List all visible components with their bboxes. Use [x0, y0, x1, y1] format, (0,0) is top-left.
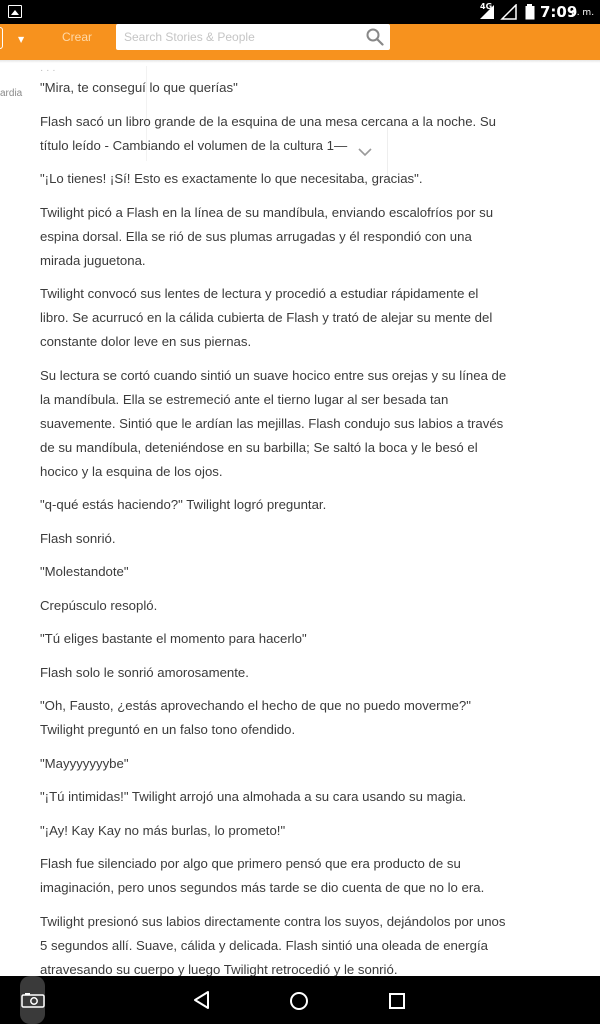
paragraph: "q-qué estás haciendo?" Twilight logró preguntar.: [40, 497, 327, 512]
battery-icon: [525, 4, 535, 20]
system-nav-bar: [0, 976, 600, 1024]
search-box[interactable]: [116, 24, 390, 50]
paragraph: "Oh, Fausto, ¿estás aprovechando el hecho de que no puedo moverme?" Twilight preguntó en un falso tono ofendido.: [40, 698, 471, 737]
paragraph: Flash sonrió.: [40, 530, 116, 546]
paragraph: Flash fue silenciado por algo que primero pensó que era producto de su imaginación, pero unos segundos más tarde se dio cuenta de que no lo era.: [40, 856, 485, 895]
status-bar: [0, 0, 600, 24]
clock: 7:09: [540, 3, 578, 21]
screenshot-button[interactable]: [20, 976, 45, 1024]
paragraph: "Mira, te conseguí lo que querías": [40, 80, 238, 95]
paragraph: Su lectura se cortó cuando sintió un suave hocico entre sus orejas y su línea de la mandíbula. Ella se estremeció ante el tierno lugar al ser besada tan suavemente. Sintió que le ardían las mejillas. Flash condujo sus labios a través de su mandíbula, deteniéndose en su barbilla; Se saltó la boca y le besó el hocico y la esquina de los ojos.: [40, 367, 507, 479]
paragraph: "¡Lo tienes! ¡Sí! Esto es exactamente lo que necesitaba, gracias".: [40, 171, 423, 186]
menu-button[interactable]: [0, 27, 3, 49]
cut-off-line: · · ·: [40, 66, 56, 76]
paragraph: "Tú eliges bastante el momento para hacerlo": [40, 631, 307, 646]
paragraph: Crepúsculo resopló.: [40, 597, 158, 613]
search-input[interactable]: [124, 28, 359, 46]
sidebar-partial-label: ardia: [0, 88, 23, 99]
chevron-down-icon[interactable]: ▼: [18, 35, 25, 44]
story-text: [40, 66, 510, 991]
toolbar-shadow: [0, 60, 600, 63]
search-icon[interactable]: [366, 28, 384, 46]
paragraph: "Mayyyyyyybe": [40, 755, 129, 771]
no-signal-icon: [500, 4, 518, 20]
paragraph: Flash sacó un libro grande de la esquina de una mesa cercana a la noche. Su título leído - Cambiando el volumen de la cultura 1—: [40, 113, 496, 153]
home-icon[interactable]: [288, 990, 310, 1012]
paragraph: Twilight convocó sus lentes de lectura y procedió a estudiar rápidamente el libro. Se acurrucó en la cálida cubierta de Flash y trató de alejar su mente del constante dolor leve en sus piernas.: [40, 286, 493, 349]
paragraph: "¡Tú intimidas!" Twilight arrojó una almohada a su cara usando su magia.: [40, 789, 467, 804]
camera-icon: [21, 992, 45, 1008]
network-type: 4G: [480, 2, 493, 11]
recent-apps-icon[interactable]: [387, 991, 407, 1011]
gallery-notification-icon: [8, 5, 22, 18]
paragraph: "¡Ay! Kay Kay no más burlas, lo prometo!": [40, 822, 286, 838]
app-toolbar: [0, 24, 600, 62]
back-icon[interactable]: [192, 990, 212, 1010]
paragraph: "Molestandote": [40, 564, 129, 579]
clock-ampm: p. m.: [571, 8, 595, 18]
paragraph: Flash solo le sonrió amorosamente.: [40, 664, 249, 680]
create-button[interactable]: Crear: [62, 30, 93, 44]
paragraph: Twilight presionó sus labios directamente contra los suyos, dejándolos por unos 5 segundos allí. Suave, cálida y delicada. Flash sintió una oleada de energía atravesando su cuerpo y luego Twilight retrocedió y le sonrió.: [40, 913, 506, 977]
paragraph: Twilight picó a Flash en la línea de su mandíbula, enviando escalofríos por su espina dorsal. Ella se rió de sus plumas arrugadas y él respondió con una mirada juguetona.: [40, 204, 494, 268]
